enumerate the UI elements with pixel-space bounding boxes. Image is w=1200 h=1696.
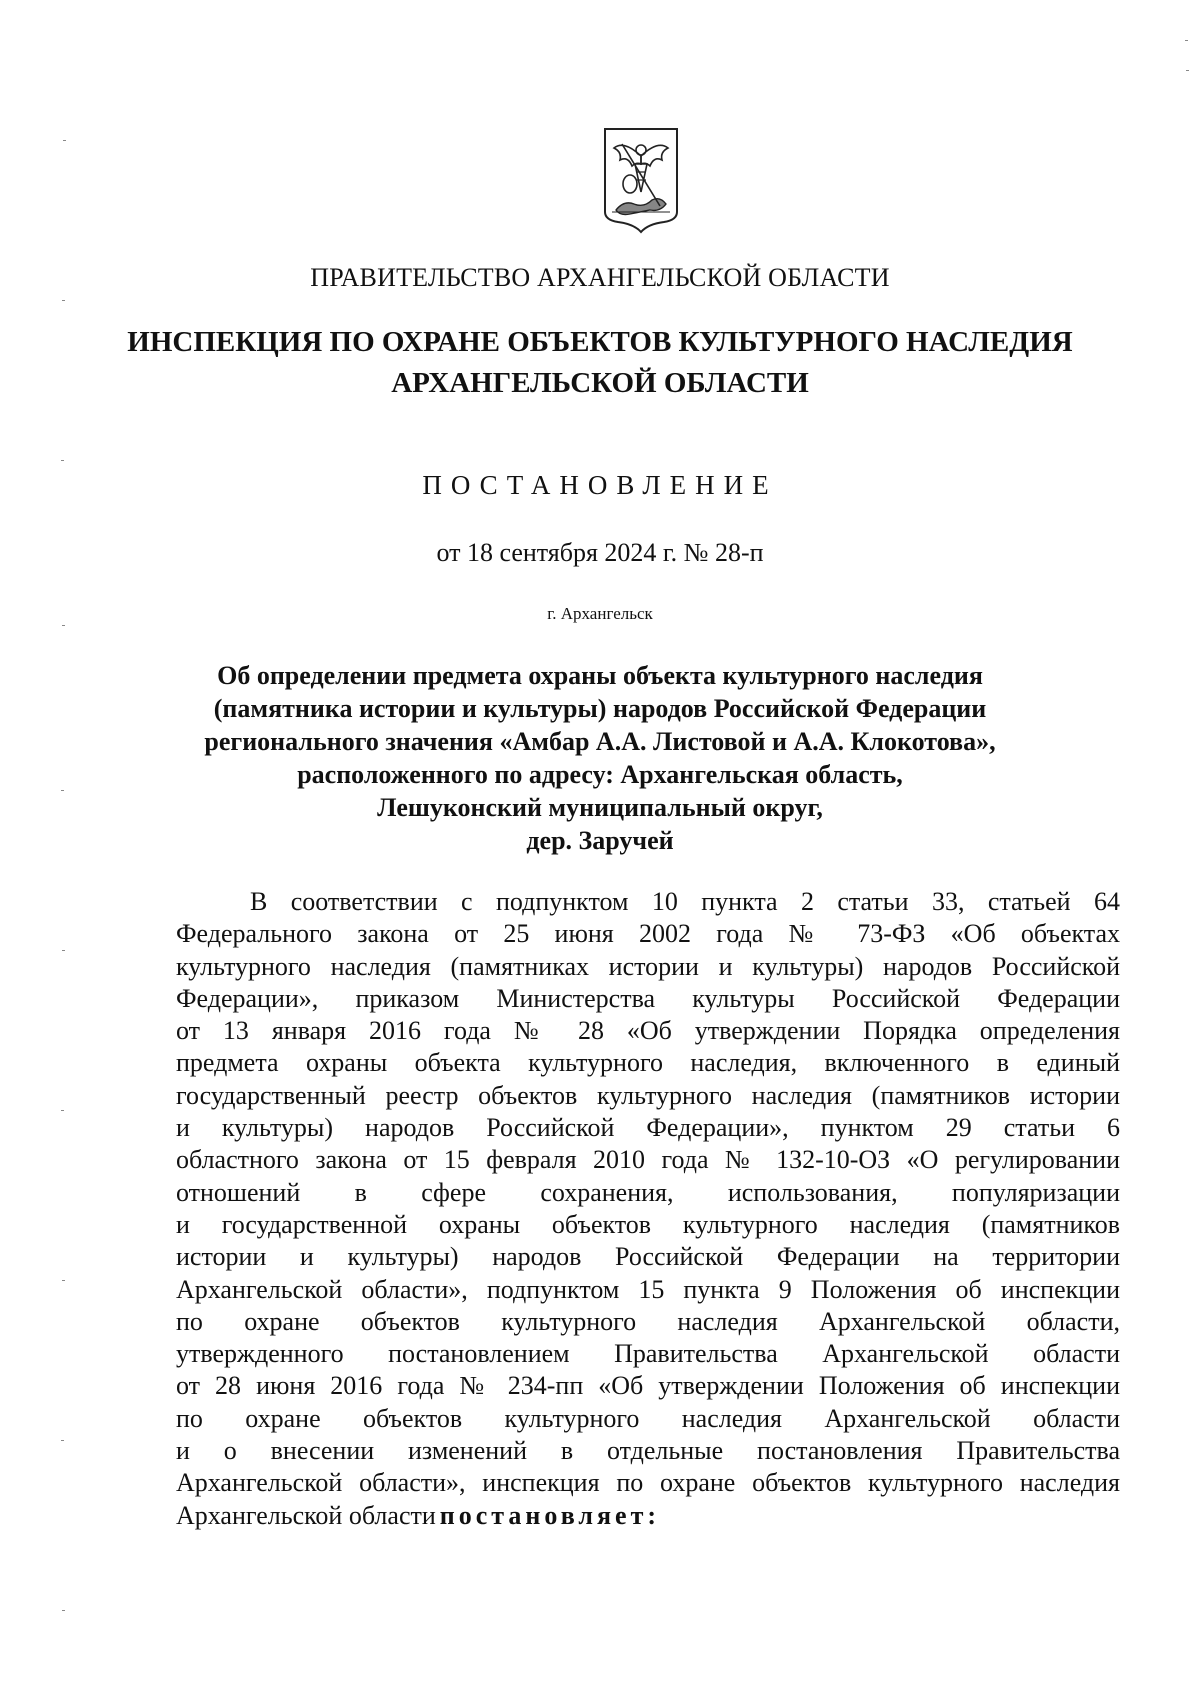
scan-speck bbox=[62, 950, 65, 951]
paragraph-line: областного закона от 15 февраля 2010 года № 132-10-ОЗ «О регулировании bbox=[176, 1145, 1120, 1175]
paragraph-line: и государственной охраны объектов культурного наследия (памятников bbox=[176, 1209, 1120, 1239]
paragraph-line: Федерального закона от 25 июня 2002 года № 73-ФЗ «Об объектах bbox=[176, 919, 1120, 949]
paragraph-line-text: Архангельской области bbox=[176, 1500, 436, 1530]
paragraph-line: и культуры) народов Российской Федерации», пунктом 29 статьи 6 bbox=[176, 1113, 1120, 1143]
paragraph-last-line bbox=[176, 1500, 1120, 1532]
subject-line: Лешуконский муниципальный округ, bbox=[377, 793, 823, 822]
subject-line: дер. Заручей bbox=[526, 826, 674, 855]
document-city: г. Архангельск bbox=[547, 604, 653, 623]
scan-speck bbox=[62, 625, 65, 626]
government-title: ПРАВИТЕЛЬСТВО АРХАНГЕЛЬСКОЙ ОБЛАСТИ bbox=[310, 263, 890, 292]
inspection-title-line-1: ИНСПЕКЦИЯ ПО ОХРАНЕ ОБЪЕКТОВ КУЛЬТУРНОГО НАСЛЕДИЯ bbox=[127, 326, 1073, 358]
scan-speck bbox=[1186, 70, 1189, 71]
subject-line: регионального значения «Амбар А.А. Листовой и А.А. Клокотова», bbox=[204, 727, 996, 756]
paragraph-line: и о внесении изменений в отдельные постановления Правительства bbox=[176, 1436, 1120, 1466]
inspection-title bbox=[0, 322, 1200, 404]
resolves-word: постановляет: bbox=[439, 1500, 661, 1530]
paragraph-line: истории и культуры) народов Российской Федерации на территории bbox=[176, 1242, 1120, 1272]
document-date-number: от 18 сентября 2024 г. № 28-п bbox=[436, 538, 764, 567]
subject-line: Об определении предмета охраны объекта культурного наследия bbox=[217, 661, 983, 690]
scan-speck bbox=[61, 790, 64, 791]
scan-speck bbox=[62, 1610, 65, 1611]
scan-speck bbox=[1185, 40, 1188, 41]
subject-line: расположенного по адресу: Архангельская область, bbox=[297, 760, 903, 789]
paragraph-line: от 13 января 2016 года № 28 «Об утверждении Порядка определения bbox=[176, 1016, 1120, 1046]
paragraph-line: по охране объектов культурного наследия Архангельской области bbox=[176, 1403, 1120, 1433]
paragraph-line: культурного наследия (памятниках истории и культуры) народов Российской bbox=[176, 951, 1120, 981]
paragraph-line: Федерации», приказом Министерства культуры Российской Федерации bbox=[176, 983, 1120, 1013]
scan-speck bbox=[61, 1440, 64, 1441]
paragraph-line: от 28 июня 2016 года № 234-пп «Об утверждении Положения об инспекции bbox=[176, 1371, 1120, 1401]
paragraph-line: государственный реестр объектов культурного наследия (памятников истории bbox=[176, 1080, 1120, 1110]
scan-speck bbox=[62, 1280, 65, 1281]
scan-speck bbox=[61, 460, 64, 461]
coat-of-arms-archangel-icon bbox=[602, 126, 680, 234]
scan-speck bbox=[63, 140, 66, 141]
paragraph-line: утвержденного постановлением Правительства Архангельской области bbox=[176, 1339, 1120, 1369]
document-subject bbox=[0, 659, 1200, 857]
paragraph-line: по охране объектов культурного наследия Архангельской области, bbox=[176, 1306, 1120, 1336]
subject-line: (памятника истории и культуры) народов Российской Федерации bbox=[213, 694, 987, 723]
preamble-paragraph bbox=[176, 886, 1120, 1532]
paragraph-line: Архангельской области», подпунктом 15 пункта 9 Положения об инспекции bbox=[176, 1274, 1120, 1304]
scan-speck bbox=[62, 300, 65, 301]
document-type: ПОСТАНОВЛЕНИЕ bbox=[422, 470, 778, 500]
scan-speck bbox=[61, 1110, 64, 1111]
inspection-title-line-2: АРХАНГЕЛЬСКОЙ ОБЛАСТИ bbox=[391, 367, 809, 399]
paragraph-line: отношений в сфере сохранения, использования, популяризации bbox=[176, 1177, 1120, 1207]
paragraph-line: предмета охраны объекта культурного наследия, включенного в единый bbox=[176, 1048, 1120, 1078]
paragraph-line: В соответствии с подпунктом 10 пункта 2 статьи 33, статьей 64 bbox=[250, 887, 1120, 916]
paragraph-line: Архангельской области», инспекция по охране объектов культурного наследия bbox=[176, 1468, 1120, 1498]
